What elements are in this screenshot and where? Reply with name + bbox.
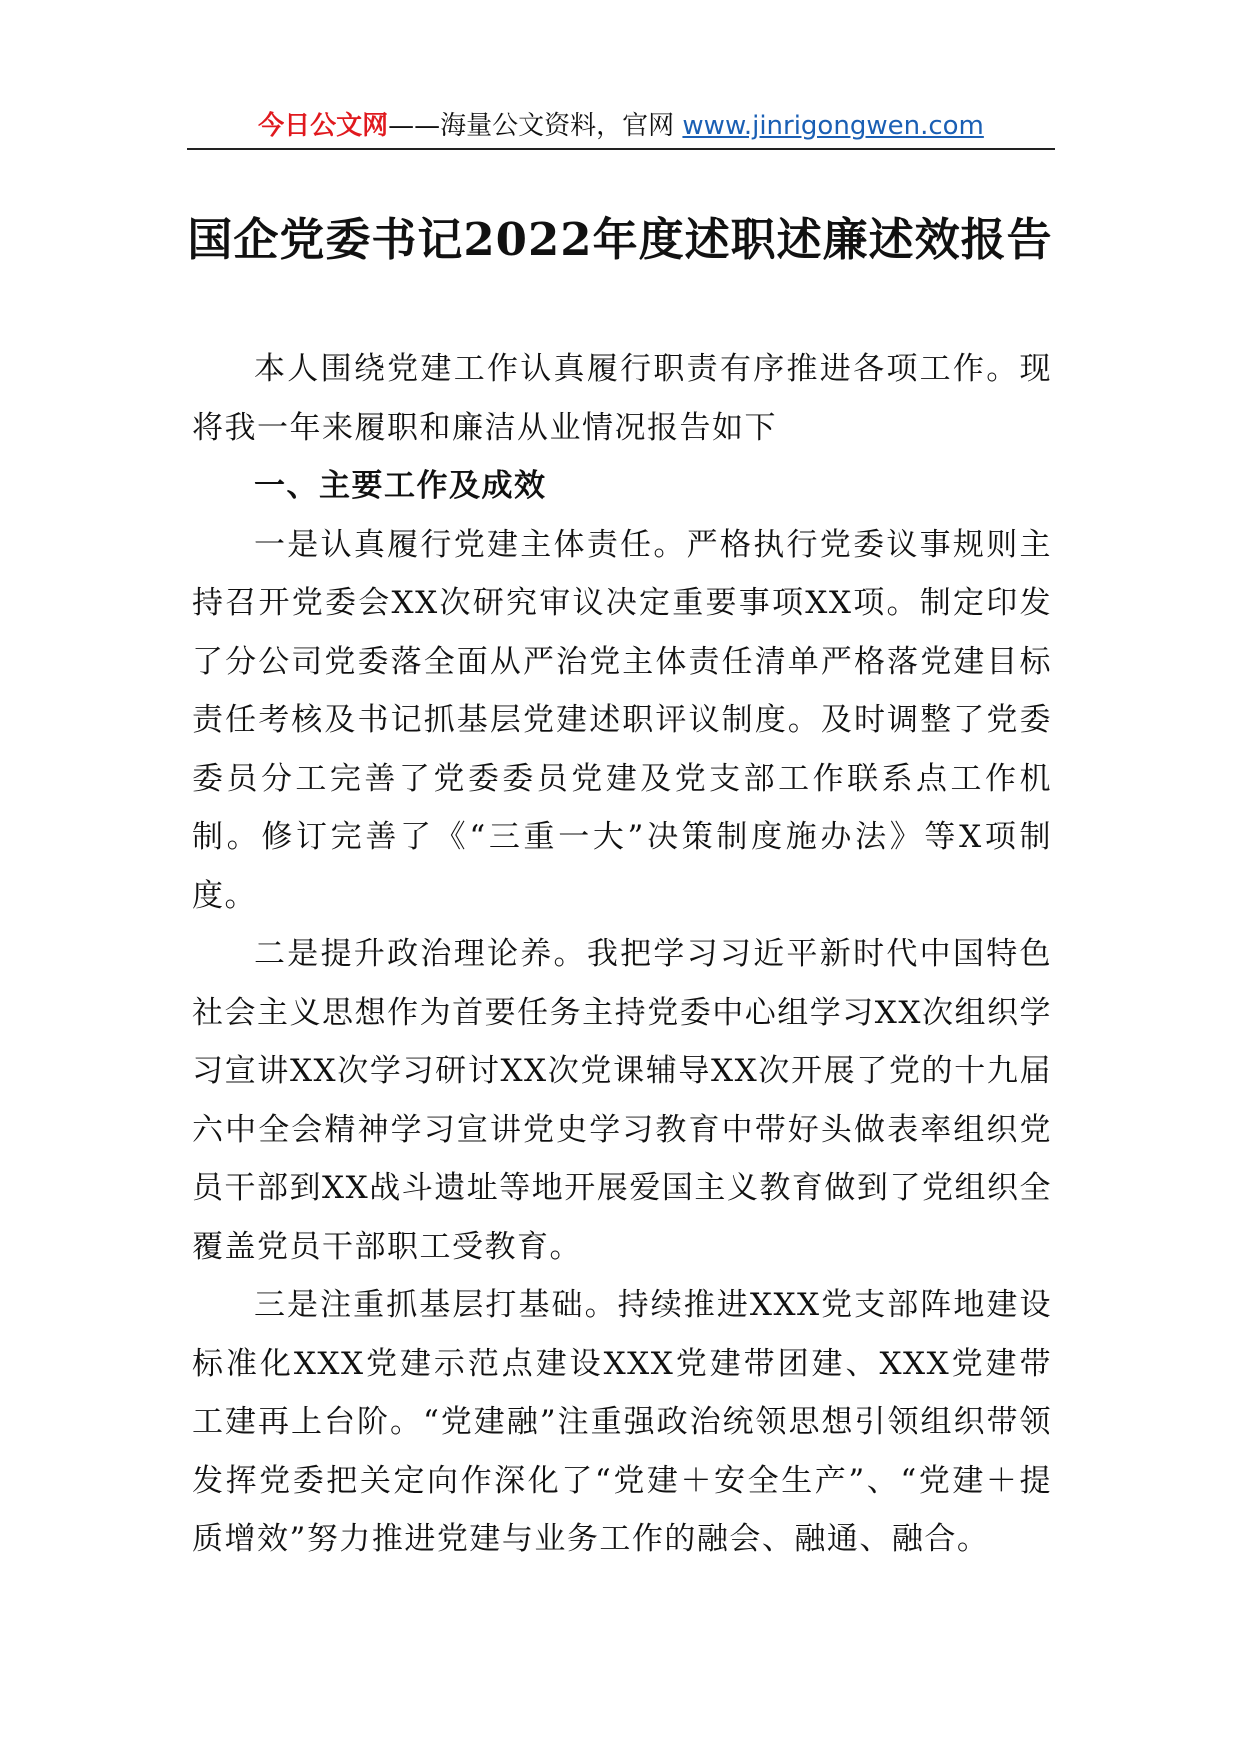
- page-header: [187, 106, 1055, 146]
- document-body: [192, 340, 1052, 1569]
- document-title: 国企党委书记2022年度述职述廉述效报告: [187, 213, 1053, 266]
- header-slogan: 海量公文资料，官网: [440, 111, 683, 141]
- header-separator: ——: [388, 111, 441, 141]
- body-paragraph: 三是注重抓基层打基础。持续推进XXX党支部阵地建设标准化XXX党建示范点建设XXX党建带团建、XXX党建带工建再上台阶。“党建融”注重强政治统领思想引领组织带领发挥党委把关定向作深化了“党建＋安全生产”、“党建＋提质增效”努力推进党建与业务工作的融会、融通、融合。: [192, 1287, 1052, 1557]
- brand-name: 今日公文网: [258, 111, 389, 141]
- section-heading: 一、主要工作及成效: [254, 468, 547, 504]
- body-paragraph: 二是提升政治理论养。我把学习习近平新时代中国特色社会主义思想作为首要任务主持党委中心组学习XX次组织学习宣讲XX次学习研讨XX次党课辅导XX次开展了党的十九届六中全会精神学习宣讲党史学习教育中带好头做表率组织党员干部到XX战斗遗址等地开展爱国主义教育做到了党组织全覆盖党员干部职工受教育。: [192, 936, 1052, 1265]
- site-link[interactable]: www.jinrigongwen.com: [682, 111, 984, 141]
- header-divider: [187, 148, 1055, 150]
- body-paragraph: 一是认真履行党建主体责任。严格执行党委议事规则主持召开党委会XX次研究审议决定重要事项XX项。制定印发了分公司党委落全面从严治党主体责任清单严格落党建目标责任考核及书记抓基层党建述职评议制度。及时调整了党委委员分工完善了党委委员党建及党支部工作联系点工作机制。修订完善了《“三重一大”决策制度施办法》等X项制度。: [192, 526, 1052, 914]
- intro-paragraph: 本人围绕党建工作认真履行职责有序推进各项工作。现将我一年来履职和廉洁从业情况报告如下: [192, 351, 1052, 446]
